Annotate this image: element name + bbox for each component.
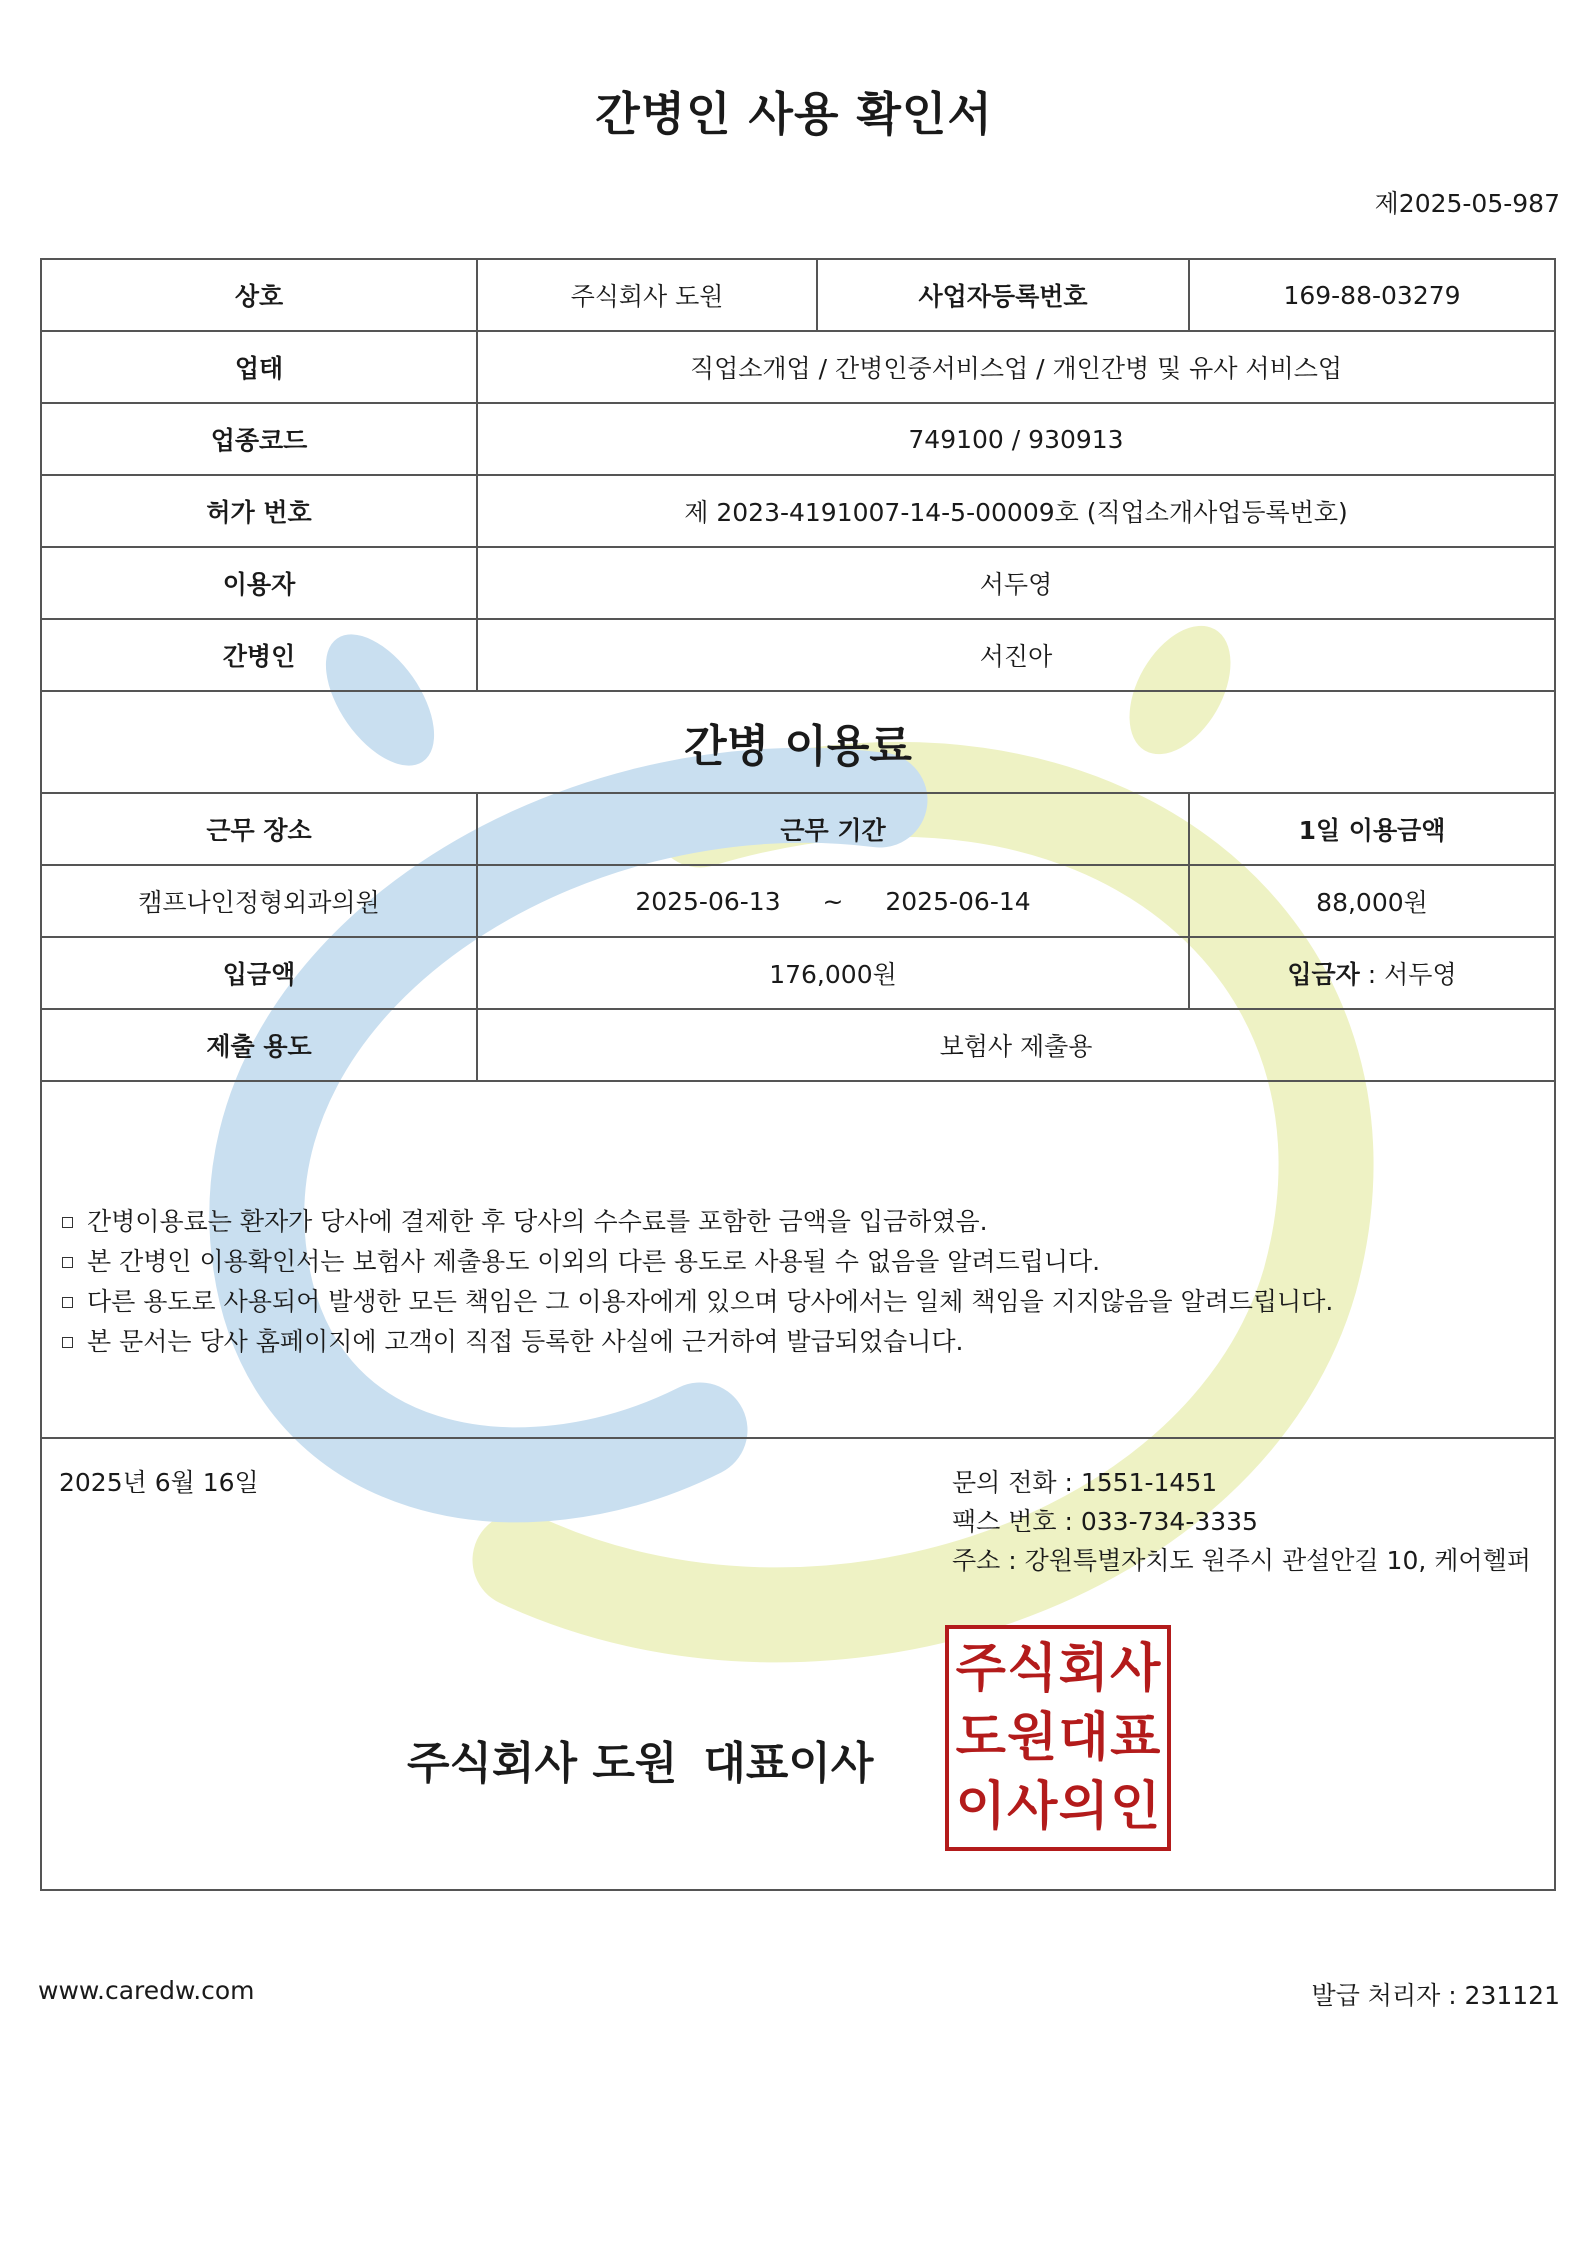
row-deposit (41, 937, 1555, 1009)
seal-character: 사 (1007, 1775, 1058, 1837)
note-item: 간병이용료는 환자가 당사에 결제한 후 당사의 수수료를 포함한 금액을 입금하였음. (62, 1202, 1554, 1242)
period-separator: ~ (822, 886, 844, 916)
company-signature-line (407, 1727, 873, 1791)
seal-character: 회 (1058, 1638, 1109, 1700)
purpose-label: 제출 용도 (41, 1009, 477, 1081)
row-permit (41, 475, 1555, 547)
footer-issuer: 발급 처리자 : 231121 (1311, 1981, 1560, 2010)
period-start: 2025-06-13 (635, 886, 781, 916)
company-name-value: 주식회사 도원 (477, 259, 817, 331)
confirmation-table (40, 258, 1556, 1891)
permit-value: 제 2023-4191007-14-5-00009호 (직업소개사업등록번호) (477, 475, 1555, 547)
depositor-value: 서두영 (1384, 960, 1457, 989)
row-business-type (41, 331, 1555, 403)
bizno-label: 사업자등록번호 (817, 259, 1189, 331)
row-purpose (41, 1009, 1555, 1081)
row-fee-values (41, 865, 1555, 937)
row-user (41, 547, 1555, 619)
row-issue (41, 1438, 1555, 1890)
issue-date: 2025년 6월 16일 (59, 1468, 259, 1497)
daily-fee-value: 88,000원 (1189, 865, 1555, 937)
note-item: 본 문서는 당사 홈페이지에 고객이 직접 등록한 사실에 근거하여 발급되었습니다. (62, 1322, 1554, 1362)
seal-character: 도 (955, 1706, 1006, 1768)
row-industry-code (41, 403, 1555, 475)
notes-cell (41, 1081, 1555, 1438)
square-bullet-icon (62, 1337, 73, 1348)
deposit-value: 176,000원 (477, 937, 1189, 1009)
industry-code-value: 749100 / 930913 (477, 403, 1555, 475)
seal-character: 대 (1058, 1706, 1109, 1768)
contact-phone: 문의 전화 : 1551-1451 (952, 1468, 1218, 1497)
bizno-value: 169-88-03279 (1189, 259, 1555, 331)
contact-address: 주소 : 강원특별자치도 원주시 관설안길 10, 케어헬퍼 (952, 1546, 1531, 1575)
seal-character: 이 (955, 1775, 1006, 1837)
depositor-separator: : (1359, 960, 1385, 989)
square-bullet-icon (62, 1257, 73, 1268)
row-caregiver (41, 619, 1555, 691)
row-fee-title (41, 691, 1555, 793)
seal-character: 식 (1007, 1638, 1058, 1700)
caregiver-label: 간병인 (41, 619, 477, 691)
work-place-value: 캠프나인정형외과의원 (41, 865, 477, 937)
fee-section-title: 간병 이용료 (41, 691, 1555, 793)
footer-website: www.caredw.com (38, 1976, 255, 2005)
business-type-label: 업태 (41, 331, 477, 403)
user-label: 이용자 (41, 547, 477, 619)
row-company-name (41, 259, 1555, 331)
contact-info (952, 1463, 1531, 1580)
caregiver-value: 서진아 (477, 619, 1555, 691)
industry-code-label: 업종코드 (41, 403, 477, 475)
row-fee-header (41, 793, 1555, 865)
company-name-label: 상호 (41, 259, 477, 331)
seal-character: 표 (1110, 1706, 1161, 1768)
square-bullet-icon (62, 1217, 73, 1228)
user-value: 서두영 (477, 547, 1555, 619)
depositor-cell (1189, 937, 1555, 1009)
note-item: 다른 용도로 사용되어 발생한 모든 책임은 그 이용자에게 있으며 당사에서는 일체 책임을 지지않음을 알려드립니다. (62, 1282, 1554, 1322)
signature-company-name: 주식회사 도원 (407, 1738, 678, 1789)
period-end: 2025-06-14 (885, 886, 1031, 916)
permit-label: 허가 번호 (41, 475, 477, 547)
document-title: 간병인 사용 확인서 (595, 87, 993, 141)
issue-cell (41, 1438, 1555, 1890)
row-notes (41, 1081, 1555, 1438)
seal-character: 사 (1110, 1638, 1161, 1700)
contact-fax: 팩스 번호 : 033-734-3335 (952, 1507, 1258, 1536)
work-period-value (477, 865, 1189, 937)
daily-fee-label: 1일 이용금액 (1189, 793, 1555, 865)
square-bullet-icon (62, 1297, 73, 1308)
purpose-value: 보험사 제출용 (477, 1009, 1555, 1081)
signature-ceo-title: 대표이사 (703, 1738, 874, 1789)
seal-character: 주 (955, 1638, 1006, 1700)
company-seal-stamp (945, 1625, 1171, 1851)
depositor-label: 입금자 (1287, 960, 1360, 989)
work-period-label: 근무 기간 (477, 793, 1189, 865)
document-number: 제2025-05-987 (1374, 189, 1560, 218)
deposit-label: 입금액 (41, 937, 477, 1009)
note-item: 본 간병인 이용확인서는 보험사 제출용도 이외의 다른 용도로 사용될 수 없음을 알려드립니다. (62, 1242, 1554, 1282)
seal-character: 인 (1110, 1775, 1161, 1837)
business-type-value: 직업소개업 / 간병인중서비스업 / 개인간병 및 유사 서비스업 (477, 331, 1555, 403)
seal-character: 의 (1058, 1775, 1109, 1837)
seal-character: 원 (1007, 1706, 1058, 1768)
notes-list (42, 1202, 1554, 1362)
work-place-label: 근무 장소 (41, 793, 477, 865)
